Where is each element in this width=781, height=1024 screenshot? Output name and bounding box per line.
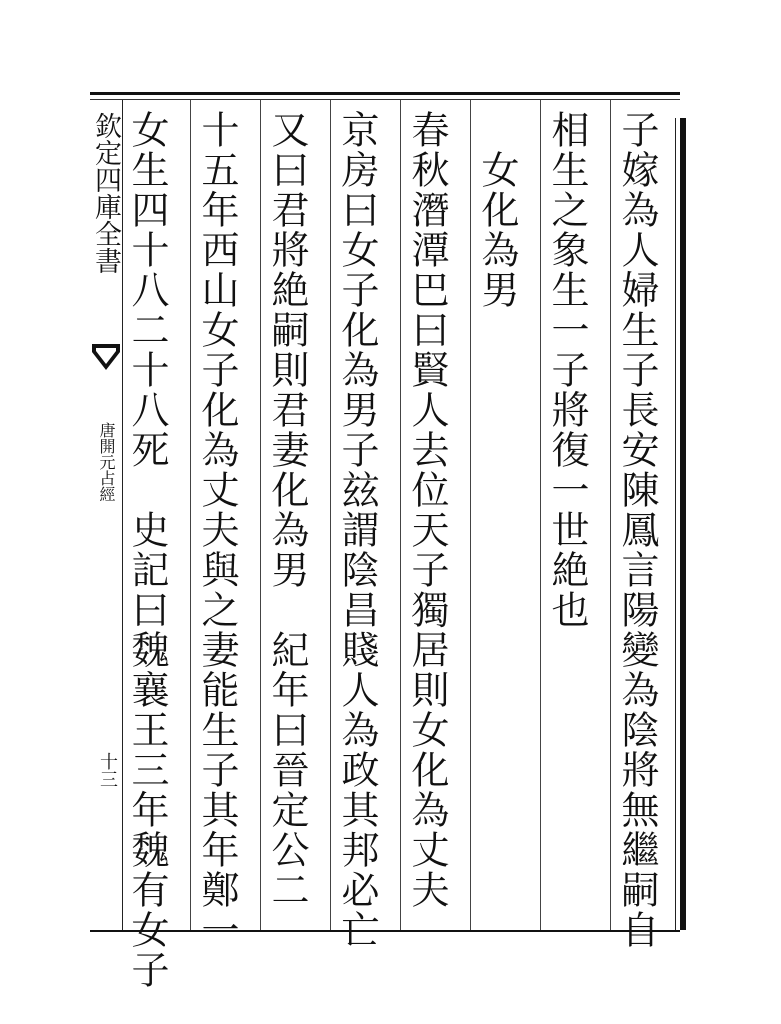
text-column-2: 相生之象生一子將復一世絶也 — [545, 110, 589, 630]
text-column-7: 十五年西山女子化為丈夫與之妻能生子其年鄭一 — [195, 110, 239, 950]
page-frame — [90, 92, 680, 990]
text-column-8: 女生四十八二十八死 史記曰魏襄王三年魏有女子 — [125, 110, 169, 990]
fish-tail-mark-icon — [91, 342, 121, 372]
column-divider — [400, 100, 401, 930]
text-column-6: 又曰君將絶嗣則君妻化為男 紀年曰晉定公二 — [265, 110, 309, 910]
text-column-3-heading: 女化為男 — [475, 110, 519, 310]
column-divider — [540, 100, 541, 930]
text-column-5: 京房曰女子化為男子玆謂陰昌賤人為政其邦必亡 — [335, 110, 379, 950]
book-title: 欽定四庫全書 — [90, 112, 121, 274]
column-divider — [260, 100, 261, 930]
top-rule-inner — [90, 99, 680, 100]
text-column-1: 子嫁為人婦生子長安陳鳳言陽變為陰將無繼嗣自 — [615, 110, 659, 950]
column-divider — [470, 100, 471, 930]
text-column-4: 春秋潛潭巴曰賢人去位天子獨居則女化為丈夫 — [405, 110, 449, 910]
page-number: 十三 — [97, 752, 118, 788]
column-divider — [330, 100, 331, 930]
column-divider — [190, 100, 191, 930]
top-rule — [90, 92, 680, 95]
book-subtitle: 唐開元占經 — [97, 422, 116, 502]
bottom-rule — [90, 930, 680, 932]
right-border-inner — [675, 118, 676, 930]
gutter-divider — [122, 100, 123, 930]
column-divider — [610, 100, 611, 930]
right-border — [680, 118, 686, 930]
